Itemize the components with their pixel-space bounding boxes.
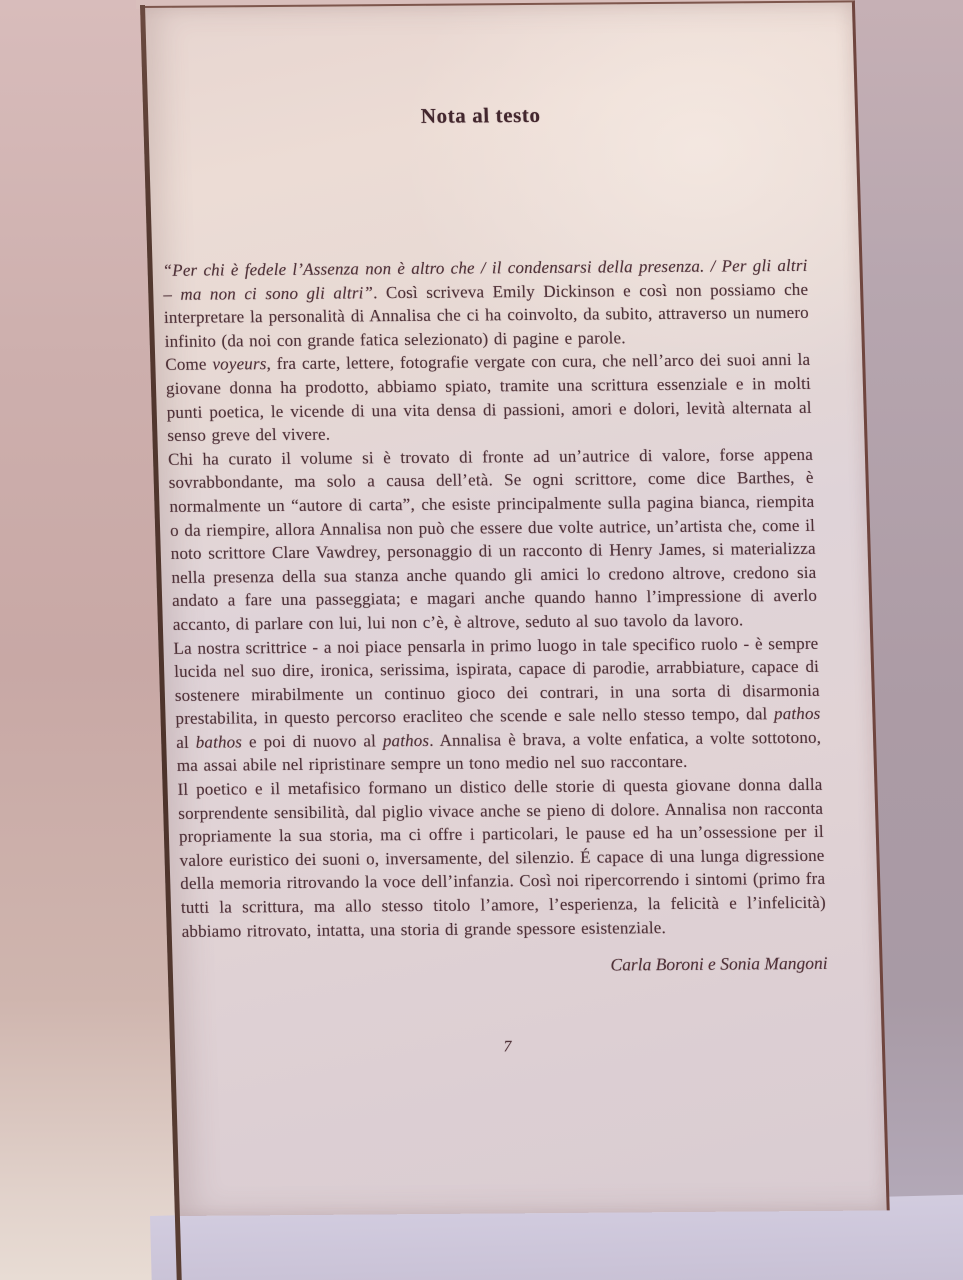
authors-signature: Carla Boroni e Sonia Mangoni <box>610 953 828 975</box>
body-text <box>162 254 827 943</box>
book-page <box>140 0 890 1216</box>
paragraph-5: Il poetico e il metafisico formano un distico delle storie di questa giovane donna dalla sorprendente sensibilità, dal piglio vivace anche se pieno di dolore. Annalisa non racconta propriamente la sua storia, ma ci offre i particolari, le pause ed ha un’ossessione per il valore euristico dei suoni o, inversamente, del silenzio. É capace di una lunga digressione della memoria ritrovando la voce dell’infanzia. Così noi ripercorrendo i sintomi (primo fra tutti la scrittura, ma allo stesso titolo l’amore, l’esperienza, la felicità e l’infelicità) abbiamo ritrovato, intatta, una storia di grande spessore esistenziale. <box>177 774 827 941</box>
paragraph-3: Chi ha curato il volume si è trovato di fronte ad un’autrice di valore, forse appena sovrabbondante, ma solo a causa dell’età. Se ogni scrittore, come dice Barthes, è normalmente un “autore di carta”, che esiste principalmente sulla pagina bianca, riempita o da riempire, allora Annalisa non può che essere due volte autrice, un’artista che, come il noto scrittore Clare Vawdrey, personaggio di un racconto di Henry James, si materializza nella presenza della sua stanza anche quando gli amici lo credono altrove, credono sia andato a fare una passeggiata; e magari anche quando hanno l’impressione di averlo accanto, di parlare con lui, lui non c’è, è altrove, seduto al suo tavolo da lavoro. <box>167 444 818 634</box>
paragraph-1: “Per chi è fedele l’Assenza non è altro che / il condensarsi della presenza. / Per gli altri – ma non ci sono gli altri”. Così scriveva Emily Dickinson e così non possiamo che interpretare la personalità di Annalisa che ci ha coinvolto, da subito, attraverso un numero infinito (da noi con grande fatica selezionato) di pagine e parole. <box>162 255 810 351</box>
page-number: 7 <box>503 1038 512 1056</box>
page-content <box>143 100 882 1059</box>
paragraph-4: La nostra scrittrice - a noi piace pensarla in primo luogo in tale specifico ruolo - è sempre lucida nel suo dire, ironica, serissima, ispirata, capace di parodie, arrabbiature, capace di sostenere mirabilmente un continuo gioco dei contrari, in una sorta di disarmonia prestabilita, in questo percorso eracliteo che scende e sale nello stesso tempo, dal pathos al bathos e poi di nuovo al pathos. Annalisa è brava, a volte enfatica, a volte sottotono, ma assai abile nel ripristinare sempre un tono medio nel suo raccontare. <box>173 633 822 776</box>
page-title: Nota al testo <box>420 102 541 128</box>
paragraph-2: Come voyeurs, fra carte, lettere, fotografie vergate con cura, che nell’arco dei suoi anni la giovane donna ha prodotto, abbiamo spiato, tramite una scrittura essenziale e in molti punti poetica, le vicende di una vita densa di passioni, amori e dolori, levità alternata al senso greve del vivere. <box>165 350 812 446</box>
